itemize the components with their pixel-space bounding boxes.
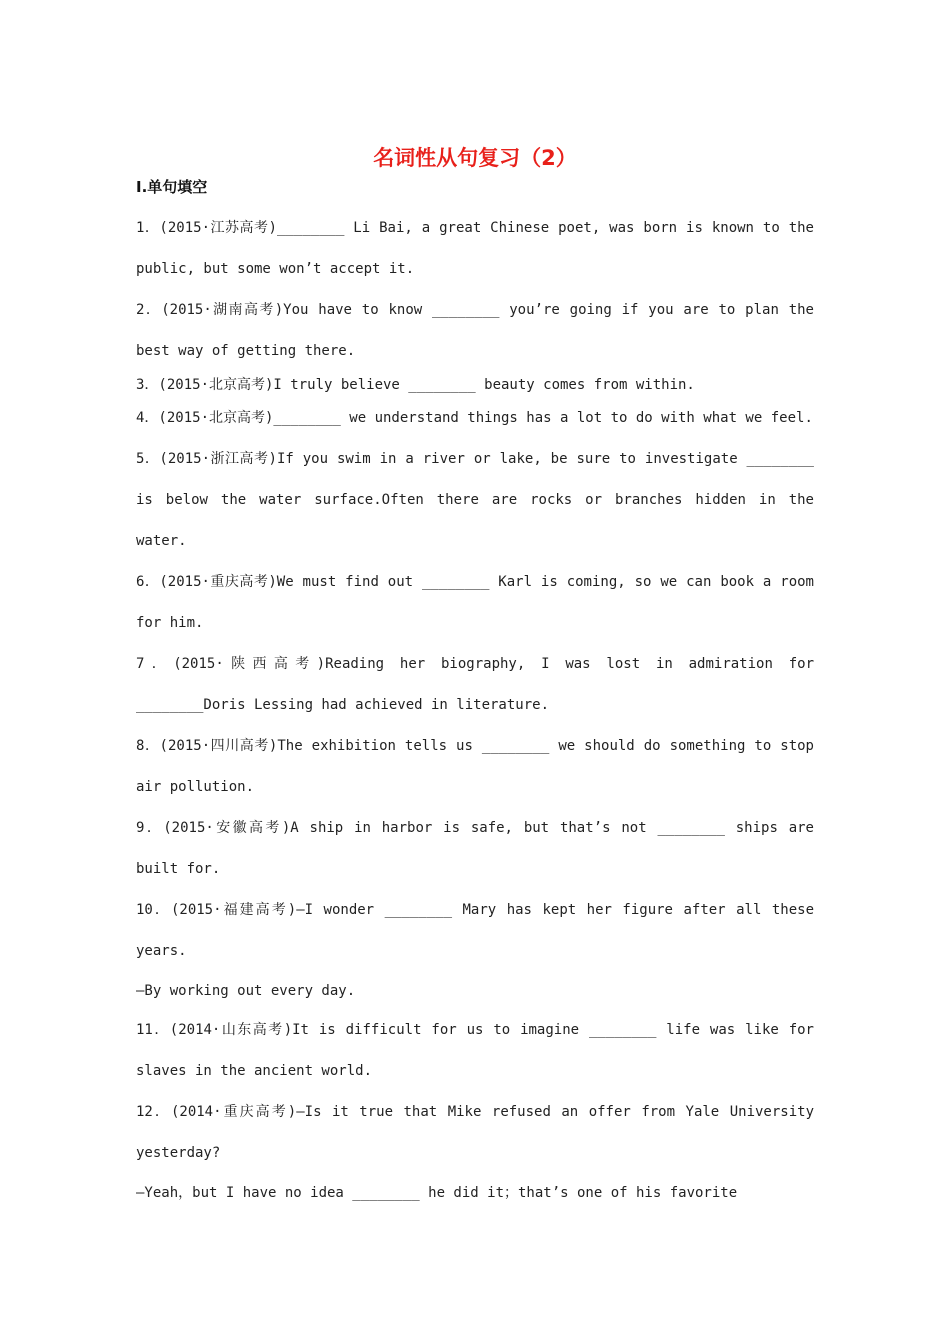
question-2: 2．(2015·湖南高考)You have to know ________ you’re going if you are to plan the best way of getting there. [136,302,814,359]
question-11: 11．(2014·山东高考)It is difficult for us to imagine ________ life was like for slaves in the ancient world. [136,1022,814,1079]
question-6: 6．(2015·重庆高考)We must find out ________ Karl is coming, so we can book a room for him. [136,574,814,631]
question-12-reply: —Yeah，but I have no idea ________ he did it；that’s one of his favorite [136,1185,738,1201]
section-heading: I.单句填空 [136,178,208,196]
question-1: 1．(2015·江苏高考)________ Li Bai, a great Chinese poet, was born is known to the public, but some won’t accept it. [136,220,814,277]
question-4: 4．(2015·北京高考)________ we understand things has a lot to do with what we feel. [136,410,813,426]
question-9: 9．(2015·安徽高考)A ship in harbor is safe, but that’s not ________ ships are built for. [136,820,814,877]
question-7: 7．(2015·陕西高考)Reading her biography, I was lost in admiration for ________Doris Lessing had achieved in literature. [136,656,814,713]
question-list [136,208,814,1212]
question-3: 3．(2015·北京高考)I truly believe ________ beauty comes from within. [136,377,695,393]
question-8: 8．(2015·四川高考)The exhibition tells us ________ we should do something to stop air pollution. [136,738,814,795]
question-12: 12．(2014·重庆高考)—Is it true that Mike refused an offer from Yale University yesterday? [136,1104,814,1161]
question-5: 5．(2015·浙江高考)If you swim in a river or lake, be sure to investigate ________ is below the water surface.Often there are rocks or branches hidden in the water. [136,451,814,549]
question-10-reply: —By working out every day. [136,983,356,999]
question-10: 10．(2015·福建高考)—I wonder ________ Mary has kept her figure after all these years. [136,902,814,959]
page-title: 名词性从句复习（2） [373,146,577,170]
